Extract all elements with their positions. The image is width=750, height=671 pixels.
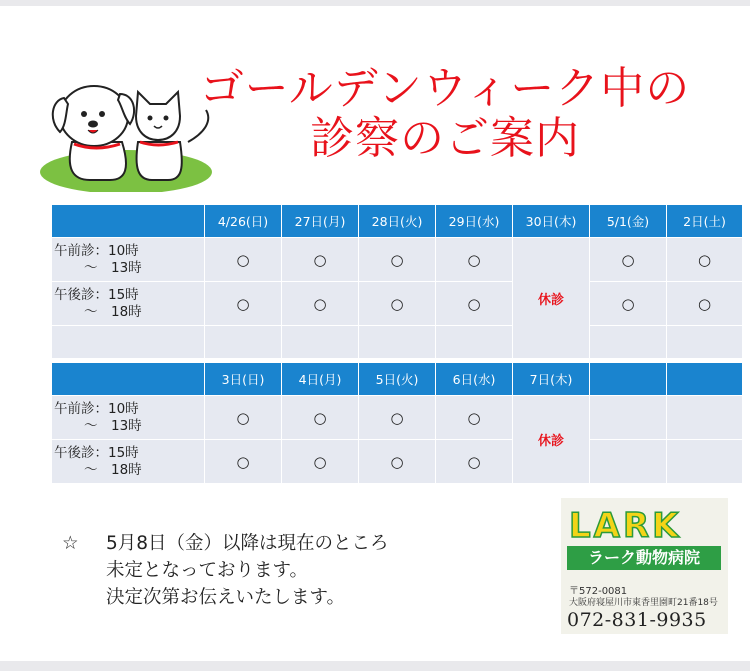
star-icon: ☆ xyxy=(62,533,79,554)
open-mark: ○ xyxy=(590,282,667,326)
header-corner xyxy=(52,363,205,396)
clinic-signboard xyxy=(561,498,728,634)
open-mark: ○ xyxy=(282,396,359,440)
day-header: 7日(木) xyxy=(513,363,590,396)
day-header xyxy=(667,363,743,396)
morning-row xyxy=(52,396,743,440)
empty-cell xyxy=(590,440,667,484)
open-mark: ○ xyxy=(282,238,359,282)
open-mark: ○ xyxy=(359,396,436,440)
open-mark: ○ xyxy=(590,238,667,282)
day-header: 4日(月) xyxy=(282,363,359,396)
header-row xyxy=(52,363,743,396)
open-mark: ○ xyxy=(205,396,282,440)
open-mark: ○ xyxy=(205,282,282,326)
morning-row xyxy=(52,238,743,282)
afternoon-row xyxy=(52,440,743,484)
day-header: 29日(水) xyxy=(436,205,513,238)
open-mark: ○ xyxy=(205,238,282,282)
day-header: 5/1(金) xyxy=(590,205,667,238)
day-header: 6日(水) xyxy=(436,363,513,396)
notice-line-3: 決定次第お伝えいたします。 xyxy=(106,587,346,608)
morning-hours-label: 午前診：10時 ～ 13時 xyxy=(52,396,205,440)
notice-line-1: 5月8日（金）以降は現在のところ xyxy=(106,533,389,554)
open-mark: ○ xyxy=(667,282,743,326)
header-row xyxy=(52,205,743,238)
spacer-row xyxy=(52,326,743,359)
morning-hours-label: 午前診：10時 ～ 13時 xyxy=(52,238,205,282)
notice-text xyxy=(62,530,389,611)
open-mark: ○ xyxy=(282,440,359,484)
open-mark: ○ xyxy=(436,238,513,282)
empty-cell xyxy=(667,396,743,440)
clinic-name: ラーク動物病院 xyxy=(567,546,721,570)
notice-line-2: 未定となっております。 xyxy=(106,560,309,581)
empty-cell xyxy=(667,440,743,484)
afternoon-hours-label: 午後診：15時 ～ 18時 xyxy=(52,440,205,484)
clinic-address: 大阪府寝屋川市東香里園町21番18号 xyxy=(569,598,718,608)
day-header: 27日(月) xyxy=(282,205,359,238)
day-header xyxy=(590,363,667,396)
open-mark: ○ xyxy=(436,440,513,484)
empty-cell xyxy=(590,396,667,440)
title-line-1: ゴールデンウィーク中の xyxy=(199,63,691,114)
clinic-logo: LARK xyxy=(569,506,682,546)
open-mark: ○ xyxy=(359,440,436,484)
closed-label: 休診 xyxy=(513,238,590,359)
dog-and-cat-illustration xyxy=(38,72,213,192)
header-corner xyxy=(52,205,205,238)
title-line-2: 診察のご案内 xyxy=(310,113,580,164)
day-header: 5日(火) xyxy=(359,363,436,396)
open-mark: ○ xyxy=(359,282,436,326)
day-header: 30日(木) xyxy=(513,205,590,238)
open-mark: ○ xyxy=(359,238,436,282)
page-title xyxy=(195,64,695,164)
clinic-zip: 〒572-0081 xyxy=(569,586,628,597)
clinic-phone: 072-831-9935 xyxy=(567,609,707,631)
schedule-table-week-2 xyxy=(51,362,743,484)
open-mark: ○ xyxy=(436,396,513,440)
day-header: 2日(土) xyxy=(667,205,743,238)
open-mark: ○ xyxy=(282,282,359,326)
schedule-table-week-1 xyxy=(51,204,743,359)
open-mark: ○ xyxy=(205,440,282,484)
open-mark: ○ xyxy=(436,282,513,326)
day-header: 28日(火) xyxy=(359,205,436,238)
open-mark: ○ xyxy=(667,238,743,282)
day-header: 4/26(日) xyxy=(205,205,282,238)
closed-label: 休診 xyxy=(513,396,590,484)
afternoon-row xyxy=(52,282,743,326)
day-header: 3日(日) xyxy=(205,363,282,396)
afternoon-hours-label: 午後診：15時 ～ 18時 xyxy=(52,282,205,326)
